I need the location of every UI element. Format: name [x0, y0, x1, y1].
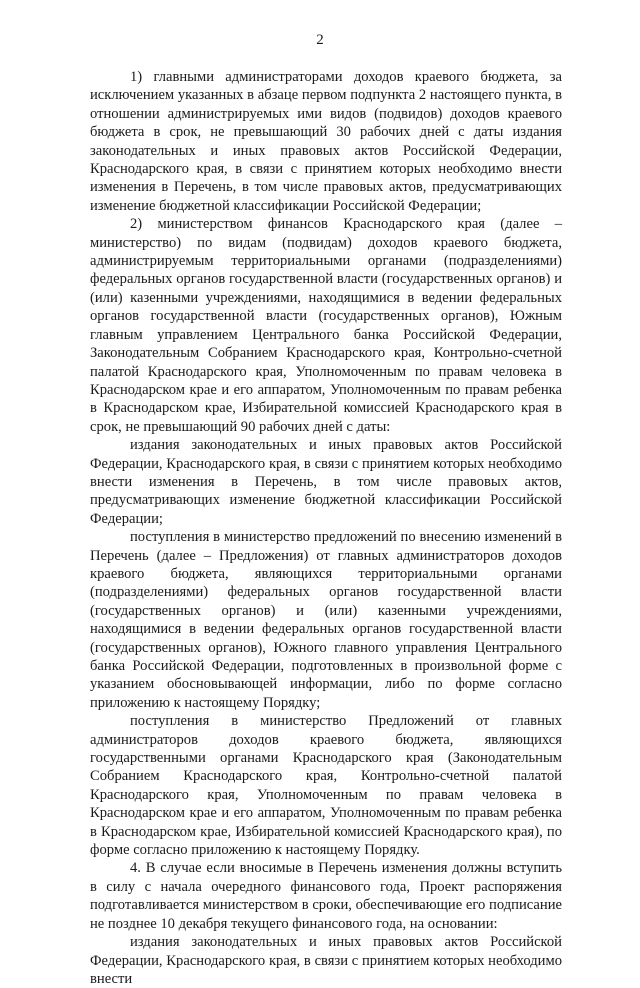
paragraph-subitem-2: 2) министерством финансов Краснодарского края (далее – министерство) по видам (подвидам) доходов краевого бюджета, администрируемым территориальными органами (подразделениями) федеральных органов государственной власти (государственных органов) и (или) казенными учреждениями, находящимися в ведении федеральных органов государственной власти (государственных органов), Южным главным управлением Центрального банка Российской Федерации, Законодательным Собранием Краснодарского края, Контрольно-счетной палатой Краснодарского края, Уполномоченным по правам человека в Краснодарском крае и его аппаратом, Уполномоченным по правам ребенка в Краснодарском крае, Избирательной комиссией Краснодарского края в срок, не превышающий 90 рабочих дней с даты: [90, 216, 562, 435]
paragraph-subitem-1: 1) главными администраторами доходов краевого бюджета, за исключением указанных в абзаце первом подпункта 2 настоящего пункта, в отношении администрируемых ими видов (подвидов) доходов краевого бюджета в срок, не превышающий 30 рабочих дней с даты издания законодательных и иных правовых актов Российской Федерации, Краснодарского края, в связи с принятием которых необходимо внести изменения в Перечень, в том числе правовых актов, предусматривающих изменение бюджетной классификации Российской Федерации; [90, 69, 562, 214]
page-number: 2 [316, 32, 324, 48]
document-body [90, 68, 562, 988]
paragraph-legal-acts: издания законодательных и иных правовых актов Российской Федерации, Краснодарского края, в связи с принятием которых необходимо внести изменения в Перечень, в том числе правовых актов, предусматривающих изменение бюджетной классификации Российской Федерации; [90, 437, 562, 527]
paragraph-legal-acts-continued: издания законодательных и иных правовых актов Российской Федерации, Краснодарского края, в связи с принятием которых необходимо внести [90, 934, 562, 987]
paragraph-proposals-federal: поступления в министерство предложений по внесению изменений в Перечень (далее – Предложения) от главных администраторов доходов краевого бюджета, являющихся территориальными органами (подразделениями) федеральных органов государственной власти (государственных органов) и (или) казенными учреждениями, находящимися в ведении федеральных органов государственной власти (государственных органов), Южного главного управления Центрального банка Российской Федерации, подготовленных в произвольной форме с указанием обосновывающей информации, либо по форме согласно приложению к настоящему Порядку; [90, 529, 562, 711]
paragraph-proposals-regional: поступления в министерство Предложений от главных администраторов доходов краевого бюджета, являющихся государственными органами Краснодарского края (Законодательным Собранием Краснодарского края, Контрольно-счетной палатой Краснодарского края, Уполномоченным по правам человека в Краснодарском крае и его аппаратом, Уполномоченным по правам ребенка в Краснодарском крае, Избирательной комиссией Краснодарского края), по форме согласно приложению к настоящему Порядку. [90, 713, 562, 859]
paragraph-item-4: 4. В случае если вносимые в Перечень изменения должны вступить в силу с начала очередного финансового года, Проект распоряжения подготавливается министерством в сроки, обеспечивающие его подписание не позднее 10 декабря текущего финансового года, на основании: [90, 860, 562, 932]
